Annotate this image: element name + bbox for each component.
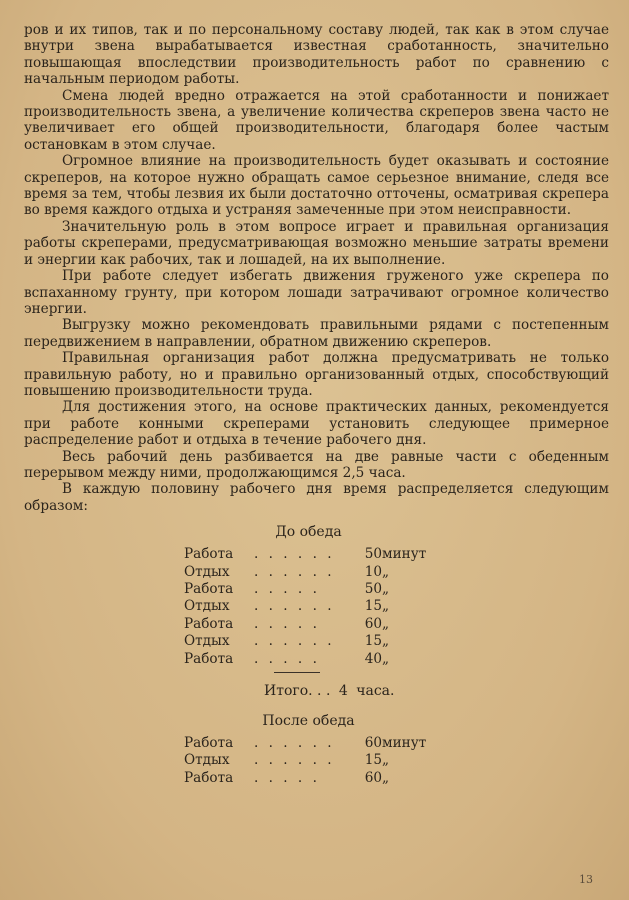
leader-dots: . . . . . . — [254, 735, 335, 752]
unit-cell: „ — [382, 752, 390, 769]
unit-cell: „ — [382, 633, 390, 650]
paragraph: При работе следует избегать движения груженого уже скрепера по вспаханному грунту, при котором лошади затрачивают огромное количество энергии. — [24, 268, 609, 317]
leader-dots: . . . . . . — [254, 563, 335, 580]
schedule-after-lunch — [24, 713, 609, 787]
activity-cell: Работа — [184, 735, 234, 752]
value-cell: 60 — [364, 735, 382, 752]
schedule-before-lunch — [24, 524, 609, 699]
leader-dots: . . . . . — [254, 581, 320, 597]
table-row — [184, 770, 442, 787]
activity-cell: Отдых — [184, 563, 230, 580]
paragraph: Значительную роль в этом вопросе играет и правильная организация работы скреперами, предусматривающая возможно меньшие затраты времени и энергии как рабочих, так и лошадей, на их выполнение. — [24, 218, 609, 268]
unit-cell: минут — [382, 735, 427, 752]
leader-dots: . . . . . — [254, 615, 320, 632]
table-row — [184, 651, 442, 668]
page-number: 13 — [579, 873, 593, 886]
leader-dots: . . . . . . — [254, 752, 335, 769]
leader-dots: . . . . . . — [254, 546, 335, 563]
unit-cell: „ — [382, 581, 390, 597]
value-cell: 15 — [364, 633, 382, 650]
paragraph: В каждую половину рабочего дня время распределяется следующим образом: — [24, 481, 609, 514]
unit-cell: „ — [382, 615, 390, 632]
table-row — [184, 633, 442, 650]
divider — [274, 672, 320, 673]
table-row — [184, 616, 442, 633]
table-row — [184, 752, 442, 769]
activity-cell: Отдых — [184, 752, 230, 769]
paragraph: Для достижения этого, на основе практических данных, рекомендуется при работе конными скреперами установить следующее примерное распределение работ и отдыха в течение рабочего дня. — [24, 399, 609, 449]
leader-dots: . . . . . — [254, 650, 320, 667]
total-value: 4 — [338, 683, 348, 700]
value-cell: 60 — [364, 615, 382, 632]
value-cell: 10 — [364, 563, 382, 580]
unit-cell: „ — [382, 650, 390, 667]
paragraph: Правильная организация работ должна предусматривать не только правильную работу, но и правильно организованный отдых, способствующий повышению производительности труда. — [24, 350, 609, 399]
paragraph: Огромное влияние на производительность будет оказывать и состояние скреперов, на которое нужно обращать самое серьезное внимание, следя все время за тем, чтобы лезвия их были достаточно отточены, осматривая скрепера во время каждого отдыха и устраняя замеченные при этом неисправности. — [24, 153, 609, 219]
total-unit: часа. — [356, 683, 395, 700]
paragraph: Смена людей вредно отражается на этой сработанности и понижает производительность звена, а увеличение количества скреперов звена часто не увеличивает его общей производительности, благодаря более частым остановкам в этом случае. — [24, 87, 609, 153]
value-cell: 15 — [364, 598, 382, 615]
schedule-table — [184, 546, 442, 668]
unit-cell: „ — [382, 598, 390, 615]
section-heading: До обеда — [275, 524, 342, 541]
paragraph: Выгрузку можно рекомендовать правильными рядами с постепенным передвижением в направлении, обратном движению скреперов. — [24, 317, 609, 350]
schedule-table — [184, 735, 442, 787]
unit-cell: „ — [382, 769, 390, 786]
value-cell: 50 — [364, 546, 382, 563]
table-row — [184, 735, 442, 752]
activity-cell: Работа — [184, 769, 234, 786]
table-row — [184, 598, 442, 615]
table-row — [184, 546, 442, 563]
unit-cell: „ — [382, 563, 390, 580]
unit-cell: минут — [382, 546, 427, 563]
paragraph: Весь рабочий день разбивается на две равные части с обеденным перерывом между ними, продолжающимся 2,5 часа. — [24, 448, 609, 481]
body-text — [24, 22, 609, 514]
activity-cell: Отдых — [184, 633, 230, 650]
total-line — [264, 683, 609, 699]
value-cell: 50 — [364, 581, 382, 597]
leader-dots: . . . . . — [254, 769, 320, 786]
activity-cell: Работа — [184, 581, 234, 597]
activity-cell: Отдых — [184, 598, 230, 615]
leader-dots: . . . . . . — [254, 633, 335, 650]
total-label: Итого. . . — [264, 683, 331, 700]
activity-cell: Работа — [184, 650, 234, 667]
activity-cell: Работа — [184, 615, 234, 632]
paragraph: ров и их типов, так и по персональному составу людей, так как в этом случае внутри звена вырабатывается известная сработанность, значительно повышающая впоследствии производительность работ по сравнению с начальным периодом работы. — [24, 22, 609, 88]
value-cell: 40 — [364, 650, 382, 667]
leader-dots: . . . . . . — [254, 598, 335, 615]
section-heading: После обеда — [262, 713, 355, 730]
table-row — [184, 581, 442, 598]
value-cell: 15 — [364, 752, 382, 769]
value-cell: 60 — [364, 769, 382, 786]
activity-cell: Работа — [184, 546, 234, 563]
table-row — [184, 564, 442, 581]
